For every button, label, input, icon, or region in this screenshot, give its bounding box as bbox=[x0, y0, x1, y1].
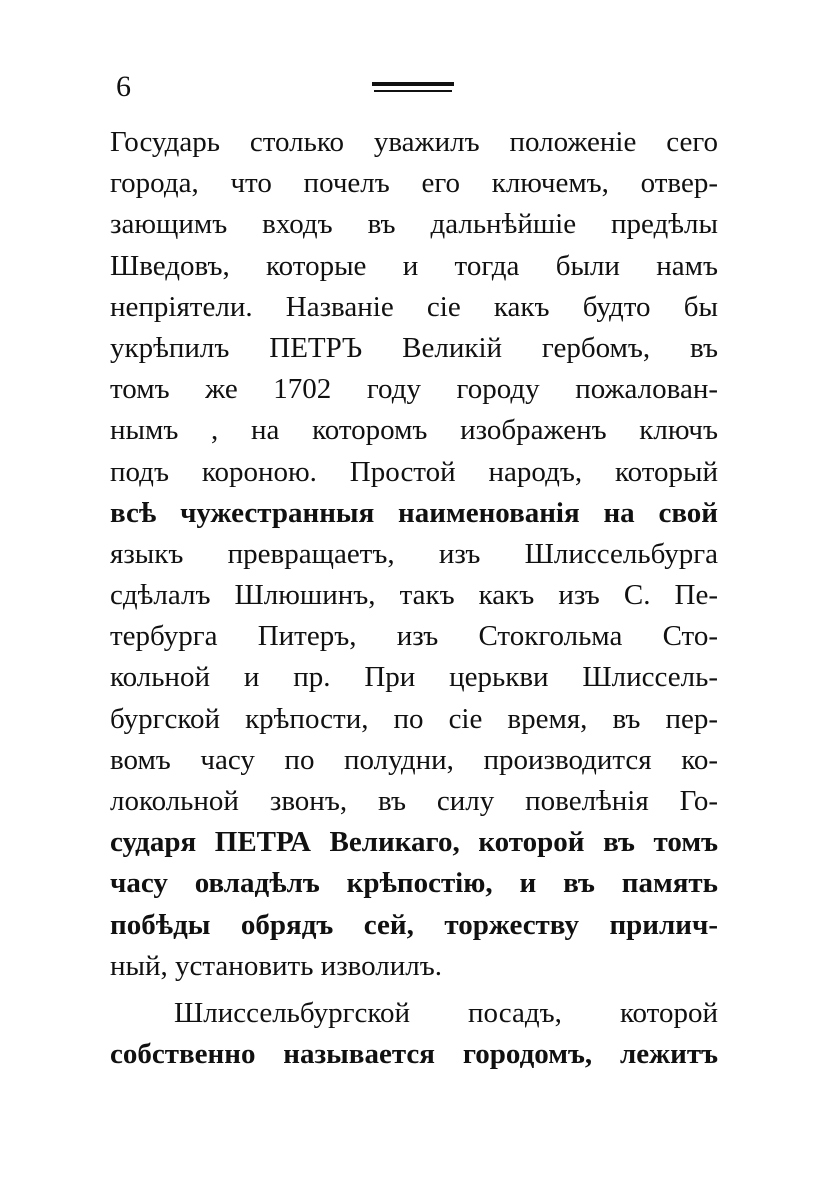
text-line: подъ короною. Простой народъ, который bbox=[110, 455, 718, 488]
text-line: бургской крѣпости, по сіе время, въ пер- bbox=[110, 702, 718, 735]
text-line: сударя ПЕТРА Великаго, которой въ томъ bbox=[110, 826, 718, 859]
text-line: укрѣпилъ ПЕТРЪ Великій гербомъ, въ bbox=[110, 331, 718, 364]
ornament-thin-rule bbox=[374, 90, 452, 92]
text-line: побѣды обрядъ сей, торжеству прилич- bbox=[110, 908, 718, 941]
text-line: вомъ часу по полудни, производится ко- bbox=[110, 743, 718, 776]
text-line: зающимъ входъ въ дальнѣйшіе предѣлы bbox=[110, 208, 718, 241]
text-line: города, что почелъ его ключемъ, отвер- bbox=[110, 167, 718, 200]
text-line: непріятели. Названіе сіе какъ будто бы bbox=[110, 290, 718, 323]
text-line: нымъ , на которомъ изображенъ ключъ bbox=[110, 414, 718, 447]
paragraph-1 bbox=[110, 122, 718, 987]
text-line: Государь столько уважилъ положеніе сего bbox=[110, 126, 718, 158]
text-line: томъ же 1702 году городу пожалован- bbox=[110, 373, 718, 406]
text-line: собственно называется городомъ, лежитъ bbox=[110, 1038, 718, 1071]
page-number: 6 bbox=[116, 70, 131, 103]
text-line: часу овладѣлъ крѣпостію, и въ память bbox=[110, 867, 718, 900]
text-line: тербурга Питеръ, изъ Стокгольма Сто- bbox=[110, 620, 718, 653]
text-line: ный, установить изволилъ. bbox=[110, 949, 442, 982]
header-ornament bbox=[372, 82, 454, 96]
text-line: кольной и пр. При церькви Шлиссель- bbox=[110, 661, 718, 694]
text-line: всѣ чужестранныя наименованія на свой bbox=[110, 496, 718, 529]
text-line: локольной звонъ, въ силу повелѣнія Го- bbox=[110, 785, 718, 817]
ornament-thick-rule bbox=[372, 82, 454, 86]
text-line: Шлиссельбургской посадъ, которой bbox=[174, 996, 718, 1029]
text-line: Шведовъ, которые и тогда были намъ bbox=[110, 249, 718, 282]
text-line: языкъ превращаетъ, изъ Шлиссельбурга bbox=[110, 537, 718, 570]
body-text bbox=[110, 122, 718, 1075]
text-line: сдѣлалъ Шлюшинъ, такъ какъ изъ С. Пе- bbox=[110, 579, 718, 612]
paragraph-2 bbox=[110, 993, 718, 1075]
